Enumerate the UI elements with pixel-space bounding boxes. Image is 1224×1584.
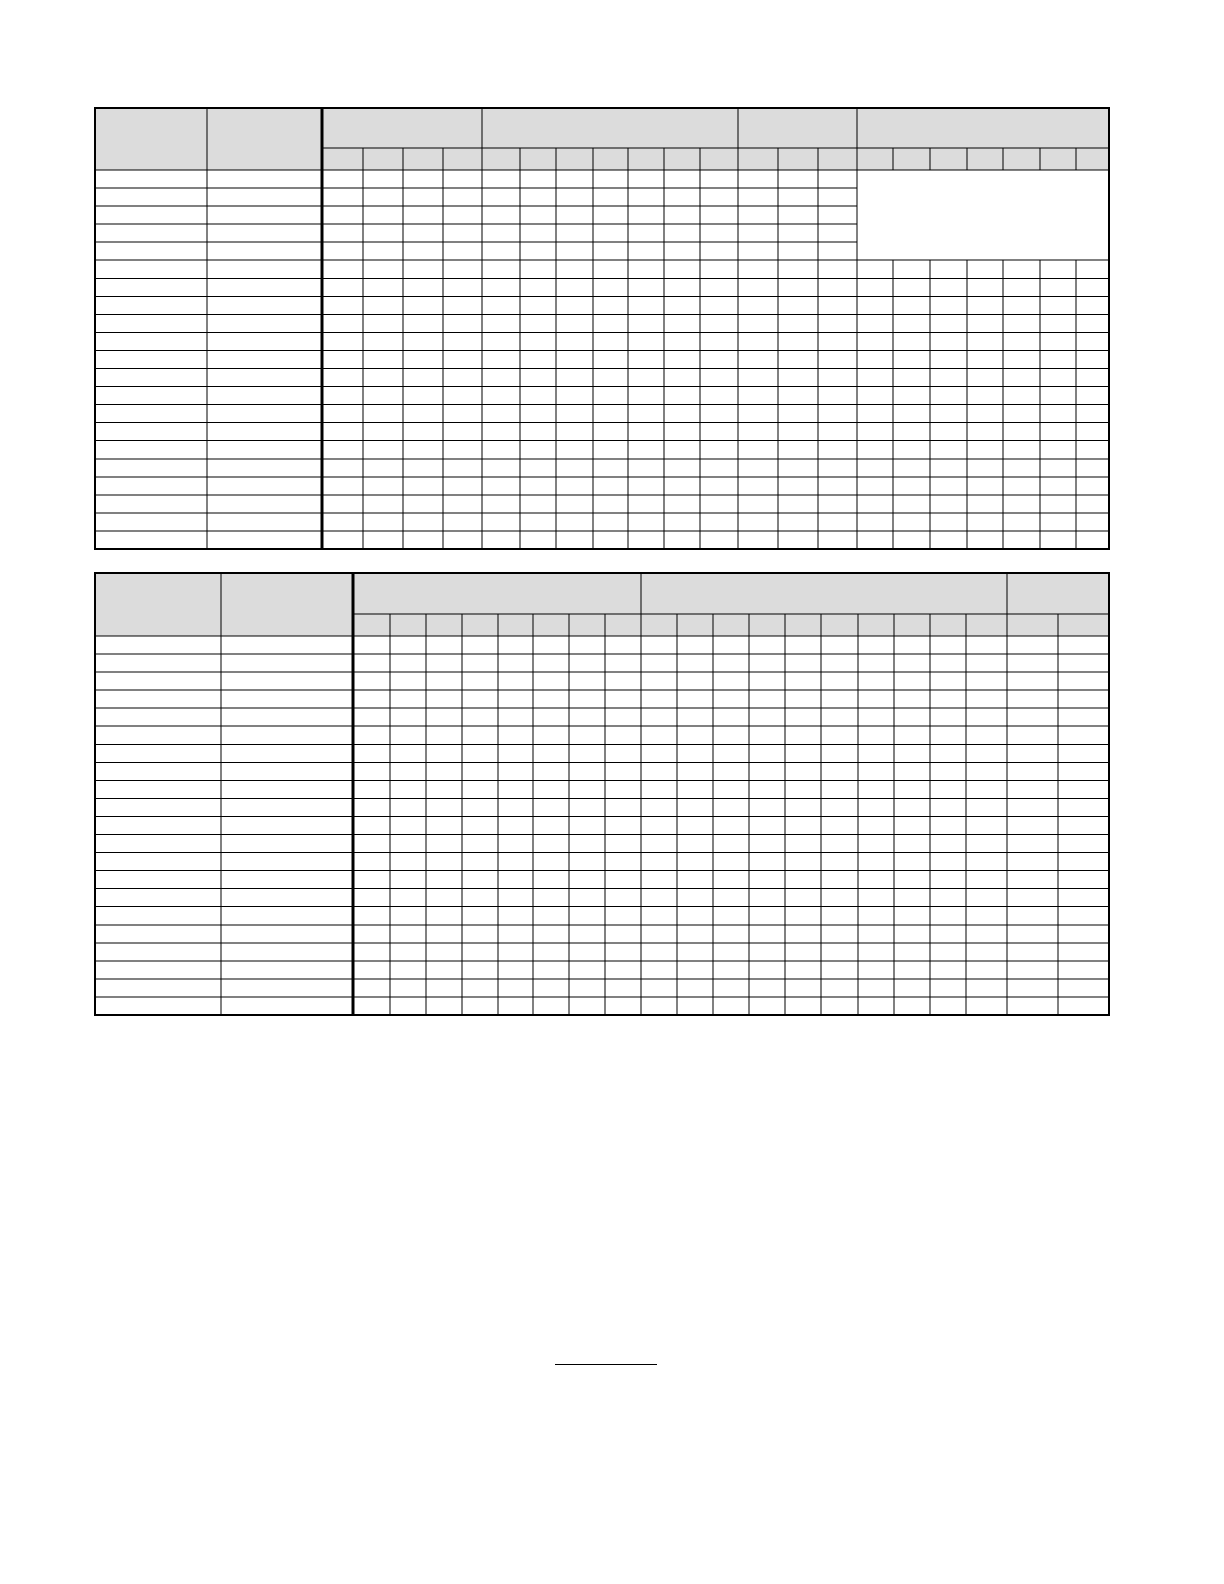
- table1-frame: [95, 108, 1109, 549]
- table2-frame: [95, 573, 1109, 1015]
- table1-header-band: [95, 108, 1109, 170]
- signature-line: [555, 1364, 657, 1365]
- table2-header-band: [95, 573, 1109, 636]
